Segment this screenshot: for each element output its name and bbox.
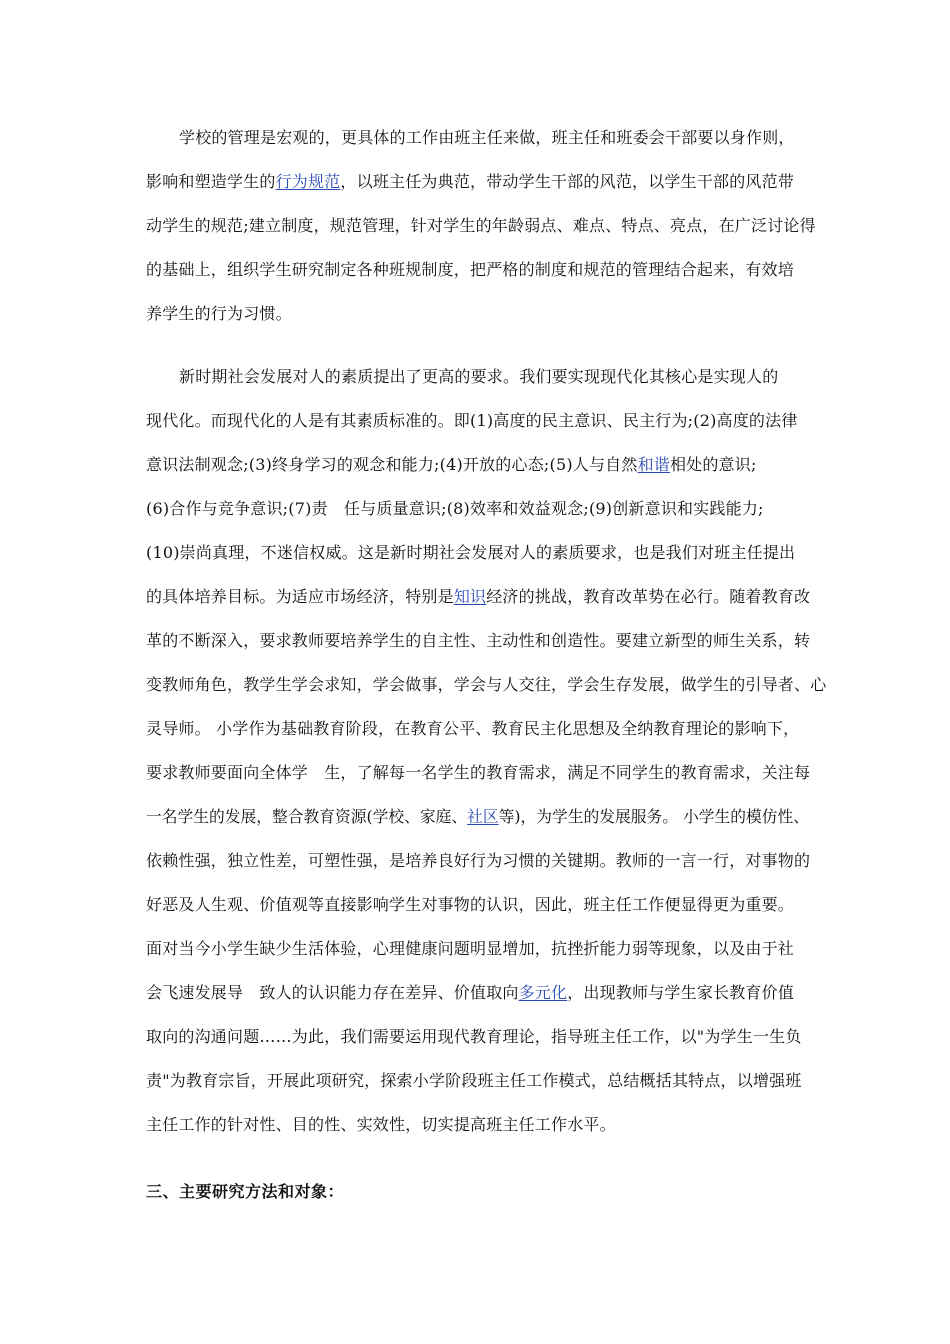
p1-line-4: 的基础上，组织学生研究制定各种班规制度，把严格的制度和规范的管理结合起来，有效培 (146, 260, 795, 279)
p2-line-3-text-a: 意识法制观念;(3)终身学习的观念和能力;(4)开放的心态;(5)人与自然 (146, 455, 638, 474)
p2-line-9: 灵导师。 小学作为基础教育阶段，在教育公平、教育民主化思想及全纳教育理论的影响下， (146, 719, 800, 738)
p2-line-3 (146, 454, 826, 476)
p2-line-6-text-b: 经济的挑战，教育改革势在必行。随着教育改 (486, 587, 811, 606)
p1-line-3: 动学生的规范;建立制度，规范管理，针对学生的年龄弱点、难点、特点、亮点，在广泛讨论得 (146, 216, 816, 235)
p2-line-11 (146, 806, 826, 828)
p1-line-2-text-b: ，以班主任为典范，带动学生干部的风范，以学生干部的风范带 (340, 172, 795, 191)
p2-line-17: 责"为教育宗旨，开展此项研究，探索小学阶段班主任工作模式，总结概括其特点，以增强班 (146, 1071, 802, 1090)
p2-line-18: 主任工作的针对性、目的性、实效性，切实提高班主任工作水平。 (146, 1115, 616, 1134)
p2-line-1: 新时期社会发展对人的素质提出了更高的要求。我们要实现现代化其核心是实现人的 (179, 367, 779, 386)
link-community[interactable]: 社区 (467, 807, 499, 826)
link-behavior-norms[interactable]: 行为规范 (275, 172, 341, 191)
p2-line-14: 面对当今小学生缺少生活体验，心理健康问题明显增加，抗挫折能力弱等现象，以及由于社 (146, 939, 795, 958)
p2-line-5: (10)崇尚真理，不迷信权威。这是新时期社会发展对人的素质要求，也是我们对班主任提出 (146, 543, 796, 562)
p1-line-2 (146, 171, 826, 193)
link-knowledge[interactable]: 知识 (453, 587, 487, 606)
p2-line-7: 革的不断深入，要求教师要培养学生的自主性、主动性和创造性。要建立新型的师生关系，转 (146, 631, 811, 650)
p2-line-10: 要求教师要面向全体学 生，了解每一名学生的教育需求，满足不同学生的教育需求，关注每 (146, 763, 811, 782)
p2-line-6 (146, 586, 826, 608)
p2-line-11-text-a: 一名学生的发展，整合教育资源(学校、家庭、 (146, 807, 468, 826)
p2-line-4: (6)合作与竞争意识;(7)责 任与质量意识;(8)效率和效益观念;(9)创新意识和实践能力; (146, 499, 764, 518)
p1-line-5: 养学生的行为习惯。 (146, 304, 292, 323)
p1-line-1: 学校的管理是宏观的，更具体的工作由班主任来做，班主任和班委会干部要以身作则， (179, 128, 795, 147)
link-harmony[interactable]: 和谐 (637, 455, 670, 474)
link-diversification[interactable]: 多元化 (518, 983, 568, 1002)
p2-line-15-text-a: 会飞速发展导 致人的认识能力存在差异、价值取向 (146, 983, 519, 1002)
p2-line-13: 好恶及人生观、价值观等直接影响学生对事物的认识，因此，班主任工作便显得更为重要。 (146, 895, 795, 914)
p2-line-11-text-b: 等)，为学生的发展服务。 小学生的模仿性、 (498, 807, 810, 826)
p2-line-15 (146, 982, 826, 1004)
p2-line-15-text-b: ，出现教师与学生家长教育价值 (567, 983, 795, 1002)
p2-line-12: 依赖性强，独立性差，可塑性强，是培养良好行为习惯的关键期。教师的一言一行，对事物的 (146, 851, 811, 870)
p2-line-2: 现代化。而现代化的人是有其素质标准的。即(1)高度的民主意识、民主行为;(2)高度的法律 (146, 411, 798, 430)
section-heading: 三、主要研究方法和对象： (146, 1182, 345, 1201)
p2-line-16: 取向的沟通问题……为此，我们需要运用现代教育理论，指导班主任工作，以"为学生一生负 (146, 1027, 802, 1046)
p1-line-2-text-a: 影响和塑造学生的 (146, 172, 276, 191)
p2-line-3-text-b: 相处的意识; (669, 455, 757, 474)
p2-line-6-text-a: 的具体培养目标。为适应市场经济，特别是 (146, 587, 454, 606)
p2-line-8: 变教师角色，教学生学会求知，学会做事，学会与人交往，学会生存发展，做学生的引导者、心 (146, 675, 827, 694)
